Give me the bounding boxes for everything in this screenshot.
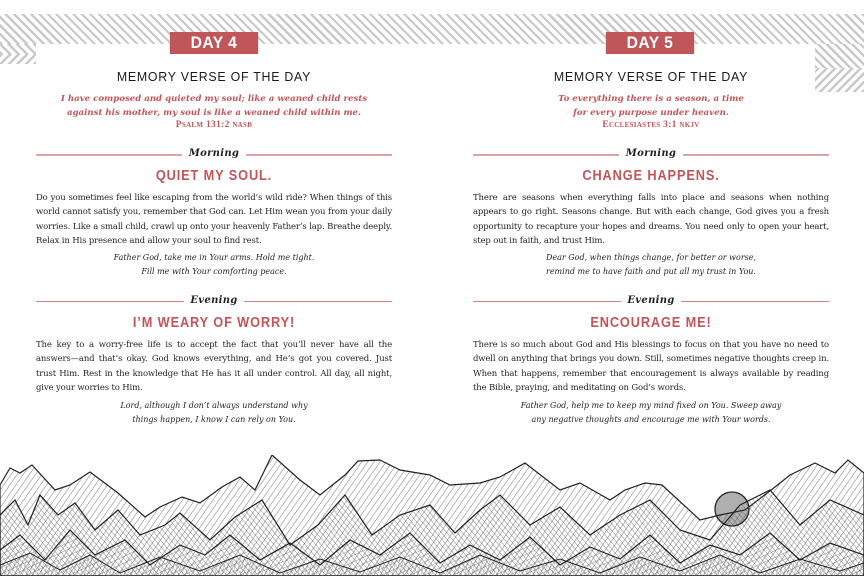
morning-heading: CHANGE HAPPENS. — [582, 168, 720, 184]
morning-label: Morning — [188, 148, 240, 159]
prayer-line: things happen, I know I can rely on You. — [132, 415, 296, 424]
evening-divider — [36, 294, 392, 308]
verse-line: I have composed and quieted my soul; like a weaned child rests — [60, 94, 368, 104]
prayer-line: Lord, although I don’t always understand why — [120, 401, 308, 410]
prayer-line: Father God, help me to keep my mind fixed on You. Sweep away — [520, 401, 782, 410]
evening-label: Evening — [627, 295, 675, 306]
prayer-line: Fill me with Your comforting peace. — [141, 267, 287, 276]
prayer-line: Dear God, when things change, for better or worse, — [545, 253, 757, 262]
morning-body: There are seasons when everything falls into place and seasons when nothing appears to go right. Seasons change. But with each change, God gives you a fresh opportunity to recapture your hopes and dreams. You need only to open your heart, step out in faith, and trust Him. — [473, 193, 829, 246]
prayer-line: Father God, take me in Your arms. Hold me tight. — [113, 253, 315, 262]
verse-line: against his mother, my soul is like a weaned child within me. — [66, 108, 362, 118]
day-badge: DAY 4 — [170, 32, 258, 54]
header-stripe-pattern — [0, 14, 864, 44]
morning-body: Do you sometimes feel like escaping from the world’s wild ride? When things of this world cannot satisfy you, remember that God can. Let Him wean you from your daily worries. Like a small child, crawl up onto your heavenly Father’s lap. Breathe deeply. Relax in His presence and allow your soul to find rest. — [36, 193, 392, 246]
morning-divider — [36, 147, 392, 161]
evening-label: Evening — [190, 295, 238, 306]
evening-divider — [473, 294, 829, 308]
evening-prayer — [473, 399, 829, 427]
morning-label: Morning — [625, 148, 677, 159]
evening-heading: ENCOURAGE ME! — [590, 315, 712, 331]
evening-heading: I’M WEARY OF WORRY! — [132, 315, 296, 331]
memory-verse-text — [473, 92, 829, 120]
mountain-range-illustration — [0, 455, 864, 576]
prayer-line: any negative thoughts and encourage me with Your words. — [531, 415, 771, 424]
day-badge: DAY 5 — [606, 32, 694, 54]
evening-prayer — [36, 399, 392, 427]
morning-prayer — [473, 251, 829, 279]
verse-line: for every purpose under heaven. — [573, 108, 729, 118]
morning-heading: QUIET MY SOUL. — [155, 168, 273, 184]
morning-prayer — [36, 251, 392, 279]
verse-line: To everything there is a season, a time — [558, 94, 744, 104]
memory-verse-title: MEMORY VERSE OF THE DAY — [116, 69, 312, 84]
prayer-line: remind me to have faith and put all my trust in You. — [546, 267, 756, 276]
verse-reference: Ecclesiastes 3:1 nkjv — [602, 120, 700, 130]
verse-reference: Psalm 131:2 nasb — [175, 120, 253, 130]
morning-divider — [473, 147, 829, 161]
right-chevron-pattern — [815, 44, 864, 92]
evening-body: There is so much about God and His blessings to focus on that you have no need to dwell on anything that brings you down. Still, sometimes negative thoughts creep in. When that happens, remember that encouragement is always available by reading the Bible, praying, and meditating on God’s words. — [473, 340, 829, 393]
evening-body: The key to a worry-free life is to accept the fact that you’ll never have all the answers—and that’s okay. God knows everything, and He’s got you covered. Just trust Him. Rest in the knowledge that He has it all under control. All day, all night, give your worries to Him. — [36, 340, 392, 393]
memory-verse-title: MEMORY VERSE OF THE DAY — [553, 69, 749, 84]
memory-verse-text — [36, 92, 392, 120]
left-chevron-pattern — [0, 44, 36, 64]
